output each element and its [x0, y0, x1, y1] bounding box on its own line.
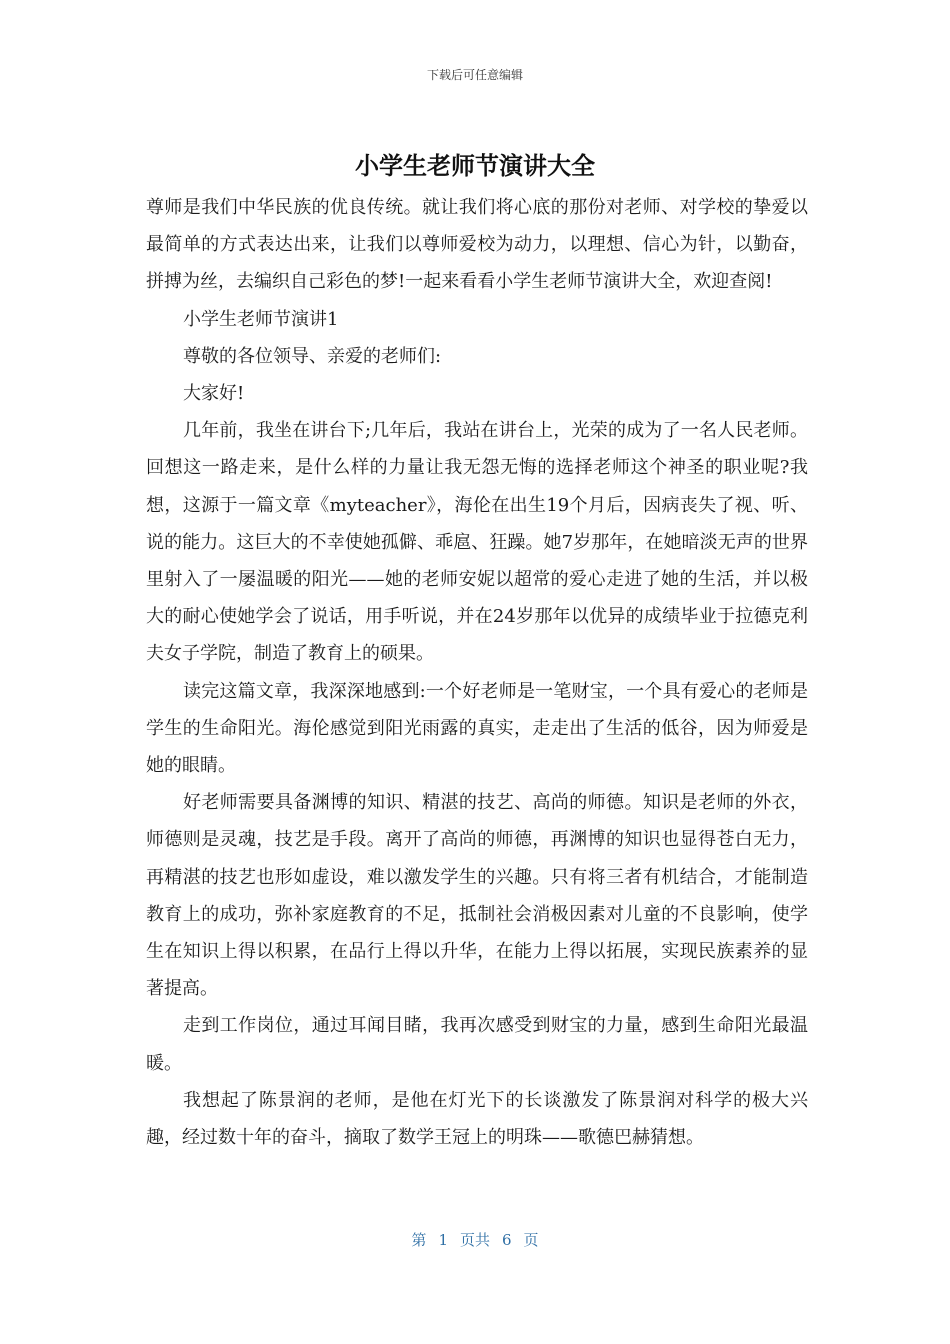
body-paragraph: 好老师需要具备渊博的知识、精湛的技艺、高尚的师德。知识是老师的外衣，师德则是灵魂，技艺是手段。离开了高尚的师德，再渊博的知识也显得苍白无力，再精湛的技艺也形如虚设，难以激发学生的兴趣。只有将三者有机结合，才能制造教育上的成功，弥补家庭教育的不足，抵制社会消极因素对儿童的不良影响，使学生在知识上得以积累，在品行上得以升华，在能力上得以拓展，实现民族素养的显著提高。 [146, 792, 808, 1000]
footer-page-number: 1 [438, 1231, 448, 1249]
footer-prefix: 第 [411, 1231, 427, 1249]
document-title: 小学生老师节演讲大全 [355, 152, 595, 180]
body-paragraph: 走到工作岗位，通过耳闻目睹，我再次感受到财宝的力量，感到生命阳光最温暖。 [146, 1015, 808, 1074]
footer-middle: 页共 [459, 1231, 490, 1249]
header-note: 下载后可任意编辑 [426, 68, 523, 82]
greeting: 大家好! [183, 383, 245, 405]
speech-heading: 小学生老师节演讲1 [183, 308, 339, 330]
intro-paragraph: 尊师是我们中华民族的优良传统。就让我们将心底的那份对老师、对学校的挚爱以最简单的方式表达出来，让我们以尊师爱校为动力，以理想、信心为针，以勤奋，拼搏为丝，去编织自己彩色的梦!一起来看看小学生老师节演讲大全，欢迎查阅! [146, 197, 808, 293]
footer-total-pages: 6 [502, 1231, 512, 1249]
body-paragraph: 几年前，我坐在讲台下;几年后，我站在讲台上，光荣的成为了一名人民老师。回想这一路走来，是什么样的力量让我无怨无悔的选择老师这个神圣的职业呢?我想，这源于一篇文章《myteacher》，海伦在出生19个月后，因病丧失了视、听、说的能力。这巨大的不幸使她孤僻、乖扈、狂躁。她7岁那年，在她暗淡无声的世界里射入了一屡温暖的阳光——她的老师安妮以超常的爱心走进了她的生活，并以极大的耐心使她学会了说话，用手听说，并在24岁那年以优异的成绩毕业于拉德克利夫女子学院，制造了教育上的硕果。 [146, 420, 808, 665]
page-footer [0, 1229, 950, 1250]
document-body [146, 189, 808, 1156]
body-paragraph: 我想起了陈景润的老师，是他在灯光下的长谈激发了陈景润对科学的极大兴趣，经过数十年的奋斗，摘取了数学王冠上的明珠——歌德巴赫猜想。 [146, 1089, 808, 1149]
salutation: 尊敬的各位领导、亲爱的老师们: [183, 345, 442, 367]
footer-suffix: 页 [523, 1231, 539, 1249]
body-paragraph: 读完这篇文章，我深深地感到:一个好老师是一笔财宝，一个具有爱心的老师是学生的生命阳光。海伦感觉到阳光雨露的真实，走走出了生活的低谷，因为师爱是她的眼睛。 [146, 680, 808, 777]
